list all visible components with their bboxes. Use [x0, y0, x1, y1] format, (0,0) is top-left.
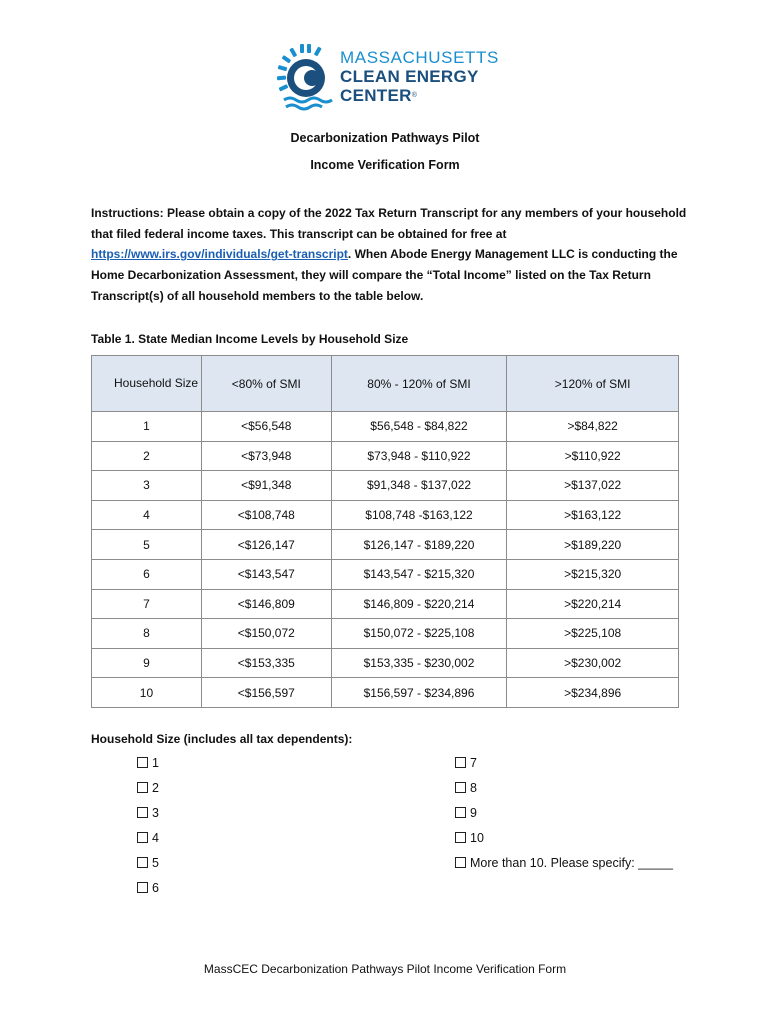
table-cell: <$143,547	[201, 559, 331, 589]
table-row	[92, 412, 679, 442]
option-label: 2	[152, 781, 159, 795]
table-cell: $153,335 - $230,002	[331, 648, 507, 678]
table-cell: $73,948 - $110,922	[331, 441, 507, 471]
household-size-option[interactable]	[455, 756, 477, 770]
checkbox[interactable]	[455, 857, 466, 868]
table-cell: $108,748 -$163,122	[331, 500, 507, 530]
option-label: 3	[152, 806, 159, 820]
header-80-120: 80% - 120% of SMI	[331, 356, 507, 412]
checkbox[interactable]	[455, 782, 466, 793]
household-size-option[interactable]	[137, 781, 159, 795]
checkbox[interactable]	[137, 832, 148, 843]
table-cell: 8	[92, 619, 202, 649]
table-row	[92, 471, 679, 501]
table-cell: $143,547 - $215,320	[331, 559, 507, 589]
instructions-text-1: Instructions: Please obtain a copy of the 2022 Tax Return Transcript for any members of your household that filed federal income taxes. This transcript can be obtained for free at	[91, 206, 687, 241]
table-caption: Table 1. State Median Income Levels by Household Size	[91, 332, 409, 346]
option-label: 7	[470, 756, 477, 770]
table-row	[92, 678, 679, 708]
table-cell: >$189,220	[507, 530, 679, 560]
table-cell: $91,348 - $137,022	[331, 471, 507, 501]
table-cell: 4	[92, 500, 202, 530]
masscec-logo-mark-icon	[276, 42, 336, 114]
option-label: More than 10. Please specify: _____	[470, 856, 673, 870]
table-cell: <$153,335	[201, 648, 331, 678]
instructions-paragraph	[91, 203, 691, 307]
checkbox[interactable]	[455, 832, 466, 843]
table-cell: $156,597 - $234,896	[331, 678, 507, 708]
logo-line-3-text: CENTER	[340, 86, 412, 105]
household-size-option[interactable]	[137, 881, 159, 895]
table-cell: >$163,122	[507, 500, 679, 530]
table-cell: 3	[92, 471, 202, 501]
header-above-120: >120% of SMI	[507, 356, 679, 412]
table-cell: >$137,022	[507, 471, 679, 501]
table-row	[92, 648, 679, 678]
table-cell: 1	[92, 412, 202, 442]
checkbox[interactable]	[455, 757, 466, 768]
form-subtitle: Income Verification Form	[310, 158, 460, 172]
table-cell: <$146,809	[201, 589, 331, 619]
header-below-80: <80% of SMI	[201, 356, 331, 412]
option-label: 9	[470, 806, 477, 820]
option-label: 5	[152, 856, 159, 870]
table-cell: >$110,922	[507, 441, 679, 471]
table-cell: >$225,108	[507, 619, 679, 649]
checkbox[interactable]	[137, 757, 148, 768]
option-label: 4	[152, 831, 159, 845]
instructions-text-2: . When Abode Energy Management LLC is conducting the Home Decarbonization Assessment, they will compare the “Total Income” listed on the Tax Return Transcript(s) of all household members to the table below.	[91, 247, 678, 303]
household-size-option[interactable]	[137, 856, 159, 870]
table-cell: <$91,348	[201, 471, 331, 501]
table-cell: >$230,002	[507, 648, 679, 678]
table-cell: >$220,214	[507, 589, 679, 619]
checkbox[interactable]	[137, 807, 148, 818]
table-cell: $146,809 - $220,214	[331, 589, 507, 619]
form-title: Decarbonization Pathways Pilot	[290, 131, 480, 145]
household-size-option[interactable]	[455, 856, 673, 870]
household-size-option[interactable]	[137, 831, 159, 845]
option-label: 10	[470, 831, 484, 845]
table-cell: >$234,896	[507, 678, 679, 708]
logo-line-1: MASSACHUSETTS	[340, 48, 499, 67]
logo-line-3	[340, 86, 499, 105]
checkbox[interactable]	[455, 807, 466, 818]
table-cell: $126,147 - $189,220	[331, 530, 507, 560]
table-cell: $56,548 - $84,822	[331, 412, 507, 442]
checkbox[interactable]	[137, 882, 148, 893]
table-cell: <$56,548	[201, 412, 331, 442]
table-cell: >$84,822	[507, 412, 679, 442]
table-row	[92, 500, 679, 530]
irs-transcript-link[interactable]: https://www.irs.gov/individuals/get-transcript	[91, 247, 348, 262]
household-size-option[interactable]	[455, 831, 484, 845]
option-label: 6	[152, 881, 159, 895]
registered-mark: ®	[411, 92, 418, 99]
household-size-option[interactable]	[455, 806, 477, 820]
household-size-option[interactable]	[455, 781, 477, 795]
option-label: 1	[152, 756, 159, 770]
masscec-logo	[276, 42, 499, 114]
page-footer: MassCEC Decarbonization Pathways Pilot Income Verification Form	[203, 962, 567, 976]
table-cell: 5	[92, 530, 202, 560]
table-cell: $150,072 - $225,108	[331, 619, 507, 649]
table-cell: 9	[92, 648, 202, 678]
checkbox[interactable]	[137, 857, 148, 868]
option-label: 8	[470, 781, 477, 795]
table-row	[92, 559, 679, 589]
table-cell: <$150,072	[201, 619, 331, 649]
table-cell: 6	[92, 559, 202, 589]
table-header-row	[92, 356, 679, 412]
logo-line-2: CLEAN ENERGY	[340, 67, 479, 86]
table-cell: <$126,147	[201, 530, 331, 560]
household-size-option[interactable]	[137, 806, 159, 820]
household-size-option[interactable]	[137, 756, 159, 770]
checkbox[interactable]	[137, 782, 148, 793]
table-cell: 7	[92, 589, 202, 619]
table-body	[92, 412, 679, 708]
table-cell: 2	[92, 441, 202, 471]
table-cell: 10	[92, 678, 202, 708]
table-row	[92, 619, 679, 649]
header-household-size: Household Size	[92, 356, 202, 412]
smi-income-table	[91, 355, 679, 708]
table-row	[92, 530, 679, 560]
logo-wordmark	[340, 48, 499, 105]
table-cell: <$156,597	[201, 678, 331, 708]
table-cell: <$108,748	[201, 500, 331, 530]
table-row	[92, 441, 679, 471]
table-cell: <$73,948	[201, 441, 331, 471]
table-row	[92, 589, 679, 619]
table-cell: >$215,320	[507, 559, 679, 589]
household-size-label: Household Size (includes all tax dependents):	[91, 732, 353, 746]
